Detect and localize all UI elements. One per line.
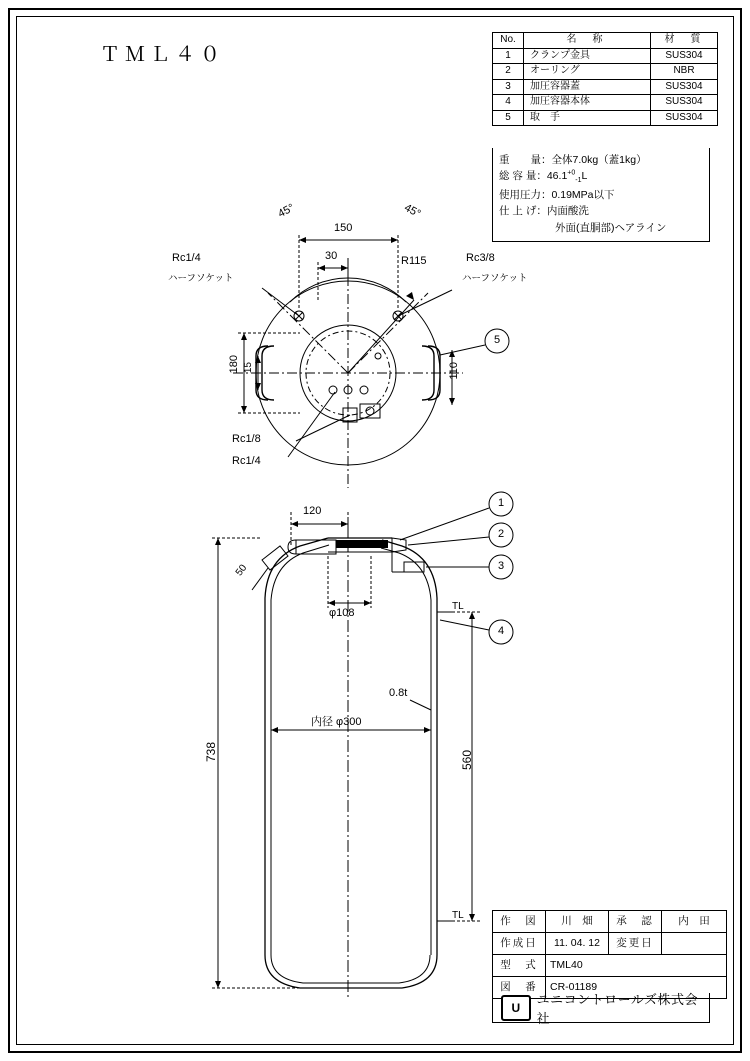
part-name: 加圧容器本体 bbox=[524, 95, 651, 111]
spec-weight-label: 重 量 bbox=[499, 154, 541, 166]
company-name: ユニコントロールズ株式会社 bbox=[536, 991, 698, 1026]
label-angle-left: 45° bbox=[276, 201, 297, 221]
approve-label: 承 認 bbox=[609, 911, 662, 933]
top-view-small-port-c bbox=[360, 386, 368, 394]
label-dim-15: 15 bbox=[243, 362, 254, 374]
spec-weight-value: ：全体7.0kg（蓋1kg） bbox=[541, 154, 647, 166]
arrow-738-b bbox=[215, 981, 221, 988]
part-no: 4 bbox=[493, 95, 524, 111]
drawing-number-value: CR-01189 bbox=[546, 977, 727, 999]
leader-08t bbox=[410, 700, 431, 710]
balloon-4-leader bbox=[440, 620, 489, 630]
label-tl-bottom: TL bbox=[452, 910, 464, 921]
balloon-2-label: 2 bbox=[498, 528, 505, 540]
leader-rc18 bbox=[296, 415, 350, 441]
arrow-560-t bbox=[469, 612, 475, 619]
page-title: ＴＭＬ４０ bbox=[100, 44, 225, 66]
change-date-label: 変更日 bbox=[609, 933, 662, 955]
arrow-180-b bbox=[241, 406, 247, 413]
label-port-bottom2: Rc1/4 bbox=[232, 455, 261, 467]
spec-pressure-value: ：0.19MPa以下 bbox=[541, 189, 615, 202]
radius-leader bbox=[348, 300, 414, 373]
spec-pressure-label: 使用圧力 bbox=[499, 189, 541, 202]
label-radius-r115: R115 bbox=[401, 255, 427, 267]
part-material: NBR bbox=[651, 64, 718, 80]
label-dia-108: φ108 bbox=[329, 607, 355, 619]
arrow-150-r bbox=[391, 237, 398, 243]
spec-finish-value: ：内面酸洗 bbox=[536, 205, 589, 218]
arrow-108-l bbox=[328, 600, 335, 606]
spec-finish-label: 仕 上 げ bbox=[499, 205, 537, 218]
arrow-560-b bbox=[469, 914, 475, 921]
label-dim-560: 560 bbox=[460, 750, 474, 771]
header-no: No. bbox=[493, 33, 524, 49]
balloon-5-leader bbox=[440, 345, 485, 355]
leader-rc38 bbox=[398, 290, 452, 316]
draw-label: 作 図 bbox=[493, 911, 546, 933]
body-top-shoulder-right bbox=[382, 540, 437, 598]
arrow-108-r bbox=[364, 600, 371, 606]
spec-finish-line2: 外面(直胴部)ヘアライン bbox=[555, 221, 667, 234]
arrow-120-l bbox=[291, 521, 298, 527]
label-dim-180: 180 bbox=[228, 355, 240, 374]
label-inner-diameter: 内径 φ300 bbox=[311, 716, 362, 728]
arrow-150-l bbox=[299, 237, 306, 243]
arrow-30-r bbox=[341, 265, 348, 271]
label-port-right: Rc3/8 bbox=[466, 252, 495, 264]
leader-rc14-left bbox=[262, 288, 299, 316]
arrow-110-t bbox=[449, 350, 455, 357]
label-tl-top: TL bbox=[452, 601, 464, 612]
part-name: 取 手 bbox=[524, 110, 651, 126]
body-top-shoulder-right-inner bbox=[381, 548, 431, 600]
part-material: SUS304 bbox=[651, 79, 718, 95]
date-label: 作成日 bbox=[493, 933, 546, 955]
arrow-120-r bbox=[341, 521, 348, 527]
label-dim-50: 50 bbox=[233, 562, 250, 579]
balloon-5-label: 5 bbox=[494, 334, 501, 346]
label-dim-120: 120 bbox=[303, 505, 322, 517]
arrow-30-l bbox=[318, 265, 325, 271]
spec-volume-value: ：46.1 bbox=[536, 170, 568, 183]
part-no: 1 bbox=[493, 48, 524, 64]
label-port-left-sub: ハーフソケット bbox=[168, 273, 234, 284]
balloon-1-label: 1 bbox=[498, 497, 505, 509]
header-name: 名 称 bbox=[524, 33, 651, 49]
top-view-small-port-a bbox=[329, 386, 337, 394]
approve-value: 内 田 bbox=[662, 911, 727, 933]
clamp-bolt-block bbox=[404, 562, 424, 572]
model-label: 型 式 bbox=[493, 955, 546, 977]
lid-handle-curve bbox=[288, 540, 296, 554]
spec-volume-tol-plus: +0 bbox=[567, 169, 576, 177]
radius-arrow bbox=[406, 292, 414, 300]
spec-volume-unit: L bbox=[581, 170, 588, 183]
body-top-shoulder-left-inner bbox=[271, 545, 329, 600]
model-value: TML40 bbox=[546, 955, 727, 977]
arrow-180-t bbox=[241, 333, 247, 340]
lid-gasket-fill bbox=[336, 540, 388, 548]
balloon-4-label: 4 bbox=[498, 625, 505, 637]
arrow-300-r bbox=[424, 727, 431, 733]
part-material: SUS304 bbox=[651, 48, 718, 64]
part-name: クランプ金具 bbox=[524, 48, 651, 64]
company-logo-icon: U bbox=[501, 995, 531, 1021]
top-view-small-port-d bbox=[375, 353, 381, 359]
label-port-right-sub: ハーフソケット bbox=[462, 273, 528, 284]
label-port-bottom1: Rc1/8 bbox=[232, 433, 261, 445]
part-name: オーリング bbox=[524, 64, 651, 80]
label-thickness: 0.8t bbox=[389, 687, 408, 699]
part-material: SUS304 bbox=[651, 95, 718, 111]
body-bottom-dish-inner bbox=[271, 955, 430, 983]
top-view-ray-right bbox=[348, 293, 428, 373]
label-port-left: Rc1/4 bbox=[172, 252, 201, 264]
leader-rc14-bottom bbox=[288, 392, 335, 457]
date-value: 11. 04. 12 bbox=[546, 933, 609, 955]
label-dim-150: 150 bbox=[334, 222, 353, 234]
part-no: 2 bbox=[493, 64, 524, 80]
part-no: 3 bbox=[493, 79, 524, 95]
label-dim-110: 110 bbox=[448, 362, 460, 380]
balloon-2-leader bbox=[408, 537, 489, 545]
spec-volume-tol-minus: -1 bbox=[575, 177, 582, 185]
arrow-738-t bbox=[215, 538, 221, 545]
drawing-number-label: 図 番 bbox=[493, 977, 546, 999]
header-material: 材 質 bbox=[651, 33, 718, 49]
arrow-300-l bbox=[271, 727, 278, 733]
label-dim-30: 30 bbox=[325, 250, 338, 262]
part-no: 5 bbox=[493, 110, 524, 126]
draw-value: 川 畑 bbox=[546, 911, 609, 933]
arrow-110-b bbox=[449, 398, 455, 405]
spec-volume-label: 総 容 量 bbox=[499, 170, 537, 183]
part-material: SUS304 bbox=[651, 110, 718, 126]
dim-50-line bbox=[252, 568, 268, 590]
label-dim-738: 738 bbox=[204, 742, 218, 763]
label-angle-right: 45° bbox=[402, 201, 423, 221]
balloon-1-leader bbox=[400, 508, 489, 540]
part-name: 加圧容器蓋 bbox=[524, 79, 651, 95]
balloon-3-label: 3 bbox=[498, 560, 505, 572]
